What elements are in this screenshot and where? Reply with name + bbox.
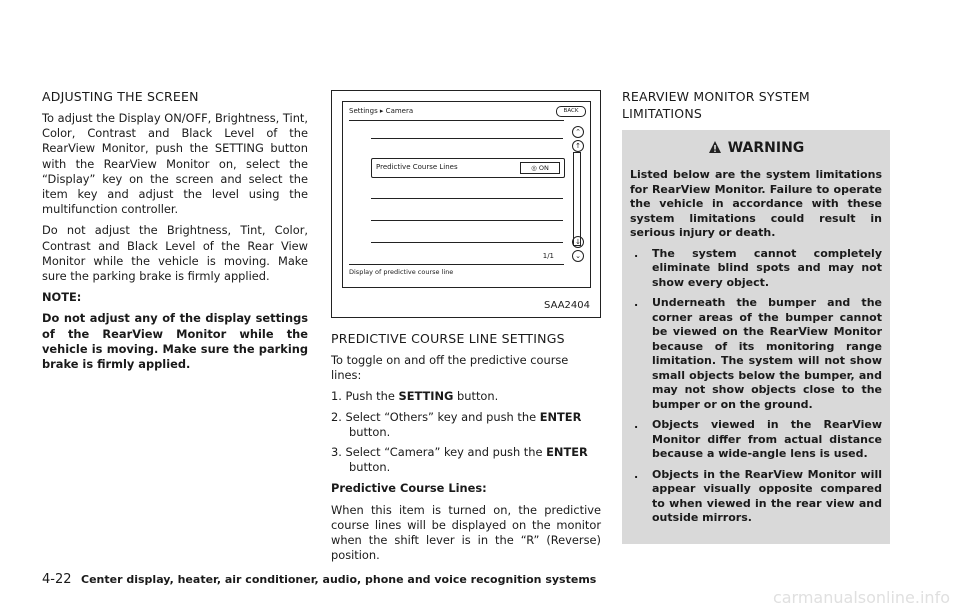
paragraph: To toggle on and off the predictive course lines: <box>331 353 569 383</box>
section-heading: REARVIEW MONITOR SYSTEM LIMITATIONS <box>622 89 810 121</box>
list-item: 1. Push the SETTING button. <box>331 389 499 404</box>
divider <box>349 120 564 121</box>
divider <box>371 138 563 139</box>
list-item: . The system cannot completely eliminate blind spots and may not show every object. <box>630 247 882 291</box>
back-button[interactable]: BACK <box>556 106 586 117</box>
divider <box>371 242 563 243</box>
row-label: Predictive Course Lines <box>376 163 458 171</box>
page-footer <box>42 572 596 587</box>
screen-figure <box>331 90 601 318</box>
warning-box <box>622 130 890 544</box>
note-label: NOTE: <box>42 290 82 305</box>
divider <box>349 264 564 265</box>
list-item: . Underneath the bumper and the corner areas of the bumper cannot be viewed on the RearView Monitor because of its monitoring range limitation. The system will not show small objects below the bumper, and may not show objects close to the bumper or on the ground. <box>630 296 882 412</box>
divider <box>371 220 563 221</box>
paragraph: Do not adjust the Brightness, Tint, Color, Contrast and Black Level of the Rear View Monitor while the vehicle is moving. Make sure the parking brake is firmly applied. <box>42 223 308 284</box>
note-text: Do not adjust any of the display settings of the RearView Monitor while the vehicle is moving. Make sure the parking brake is firmly applied. <box>42 311 308 372</box>
camera-settings-screen <box>342 101 591 288</box>
section-heading: ADJUSTING THE SCREEN <box>42 89 199 104</box>
chapter-title: Center display, heater, air conditioner, audio, phone and voice recognition systems <box>81 573 597 586</box>
list-item: 3. Select “Camera” key and push the ENTER button. <box>331 445 588 475</box>
column-predictive-course <box>331 88 601 569</box>
warning-intro: Listed below are the system limitations for RearView Monitor. Failure to operate the vehicle in accordance with these system limitations could result in serious injury or death. <box>630 168 882 239</box>
sub-label: Predictive Course Lines: <box>331 481 487 496</box>
scroll-bottom-icon[interactable]: ⌄ <box>572 250 584 262</box>
warning-list <box>630 247 882 526</box>
warning-icon <box>708 140 722 154</box>
predictive-course-lines-row[interactable] <box>371 158 565 178</box>
watermark: carmanualsonline.info <box>772 588 950 607</box>
scroll-top-icon[interactable]: ⌃ <box>572 126 584 138</box>
divider <box>371 198 563 199</box>
warning-header <box>630 140 882 156</box>
column-adjusting-screen <box>42 88 308 378</box>
scrollbar[interactable] <box>573 152 581 246</box>
figure-code: SAA2404 <box>544 300 590 311</box>
warning-title: WARNING <box>727 140 805 156</box>
scroll-down-icon[interactable]: ↓ <box>572 236 584 248</box>
page-indicator: 1/1 <box>542 252 554 260</box>
scroll-up-icon[interactable]: ↑ <box>572 140 584 152</box>
page-number: 4-22 <box>42 572 72 587</box>
section-heading: PREDICTIVE COURSE LINE SETTINGS <box>331 331 565 346</box>
list-item: . Objects viewed in the RearView Monitor differ from actual distance because a wide-angle lens is used. <box>630 418 882 462</box>
column-limitations <box>622 88 890 544</box>
steps-list <box>331 389 601 475</box>
screen-title: Settings ▸ Camera <box>349 107 414 115</box>
on-toggle[interactable]: ◎ ON <box>520 162 560 174</box>
list-item: . Objects in the RearView Monitor will appear visually opposite compared to when viewed in the rear view and outside mirrors. <box>630 468 882 526</box>
list-item: 2. Select “Others” key and push the ENTER button. <box>331 409 582 439</box>
screen-footer-text: Display of predictive course line <box>349 268 454 276</box>
paragraph: To adjust the Display ON/OFF, Brightness, Tint, Color, Contrast and Black Level of the RearView Monitor, push the SETTING button with the RearView Monitor on, select the “Display” key on the screen and select the item key and adjust the level using the multifunction controller. <box>42 111 308 217</box>
paragraph: When this item is turned on, the predictive course lines will be displayed on the monitor when the shift lever is in the “R” (Reverse) position. <box>331 502 601 563</box>
